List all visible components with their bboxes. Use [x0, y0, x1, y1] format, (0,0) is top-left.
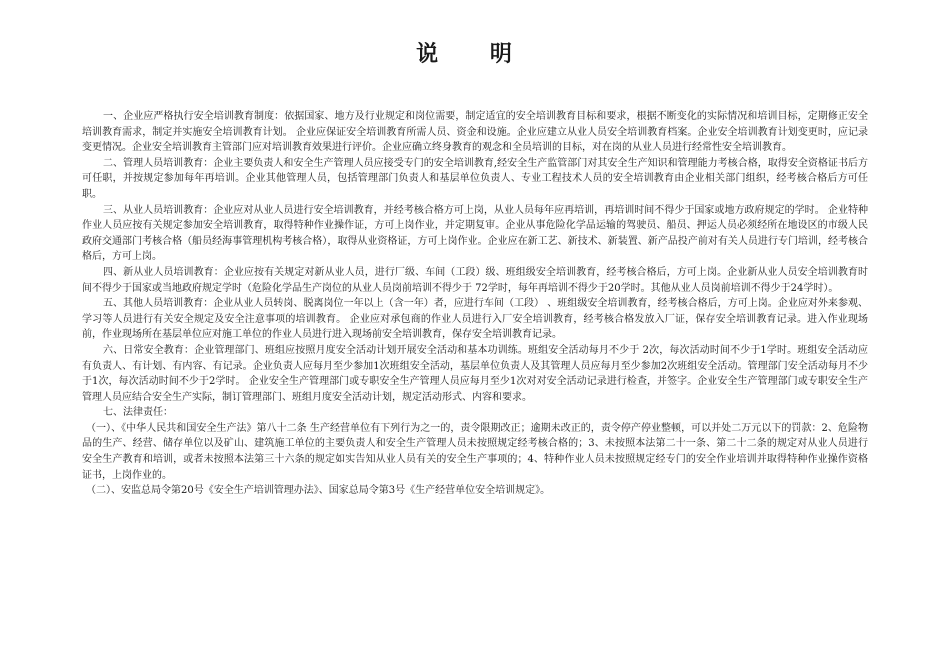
paragraph-other-personnel-training: 五、其他人员培训教育：企业从业人员转岗、脱离岗位一年以上（含一年）者，应进行车间（工段） 、班组级安全培训教育，经考核合格后，方可上岗。企业应对外来参观、学习等人员进行有关安全规定及安全注意事项的培训教育。 企业应对承包商的作业人员进行入厂安全培训教育，经考核合格发放入厂证，保存安全培训教育记录。进入作业现场前，作业现场所在基层单位应对施工单位的作业人员进行进入现场前安全培训教育，保存安全培训教育记录。: [82, 298, 868, 341]
paragraph-employee-training: 三、从业人员培训教育：企业应对从业人员进行安全培训教育，并经考核合格方可上岗，从业人员每年应再培训，再培训时间不得少于国家或地方政府规定的学时。 企业特种作业人员应按有关规定参加安全培训教育，取得特种作业操作证，方可上岗作业，并定期复审。企业从事危险化学品运输的驾驶员、船员、押运人员必须经所在地设区的市级人民政府交通部门考核合格（船员经海事管理机构考核合格），取得从业资格证，方可上岗作业。企业应在新工艺、新技术、新装置、新产品投产前对有关人员进行专门培训，经考核合格后，方可上岗。: [82, 204, 868, 263]
paragraph-daily-safety-education: 六、日常安全教育：企业管理部门、班组应按照月度安全活动计划开展安全活动和基本功训练。班组安全活动每月不少于 2次，每次活动时间不少于1学时。班组安全活动应有负责人、有计划、有内容、有记录。企业负责人应每月至少参加1次班组安全活动，基层单位负责人及其管理人员应每月至少参加2次班组安全活动。管理部门安全活动每月不少于1次，每次活动时间不少于2学时。 企业安全生产管理部门或专职安全生产管理人员应每月至少1次对对安全活动记录进行检查，并签字。企业安全生产管理部门或专职安全生产管理人员应结合安全生产实际，制订管理部门、班组月度安全活动计划，规定活动形式、内容和要求。: [82, 344, 868, 403]
document-body: [82, 109, 868, 499]
paragraph-training-system: 一、企业应严格执行安全培训教育制度：依据国家、地方及行业规定和岗位需要，制定适宜的安全培训教育目标和要求，根据不断变化的实际情况和培训目标，定期修正安全培训教育需求，制定并实施安全培训教育计划。 企业应保证安全培训教育所需人员、资金和设施。企业应建立从业人员安全培训教育档案。企业安全培训教育计划变更时，应记录变更情况。企业安全培训教育主管部门应对培训教育效果进行评价。企业应确立终身教育的观念和全员培训的目标，对在岗的从业人员进行经常性安全培训教育。: [82, 111, 868, 154]
paragraph-safety-law: （一）、《中华人民共和国安全生产法》第八十二条 生产经营单位有下列行为之一的，责令限期改正；逾期未改正的，责令停产停业整顿，可以并处二万元以下的罚款：2、危险物品的生产、经营、储存单位以及矿山、建筑施工单位的主要负责人和安全生产管理人员未按照规定经考核合格的；3、未按照本法第二十一条、第二十二条的规定对从业人员进行安全生产教育和培训，或者未按照本法第三十六条的规定如实告知从业人员有关的安全生产事项的；4、特种作业人员未按照规定经专门的安全作业培训并取得特种作业操作资格证书，上岗作业的。: [82, 422, 868, 481]
paragraph-legal-liability-heading: 七、法律责任：: [103, 407, 173, 419]
document-page: [82, 0, 868, 672]
document-title: 说 明: [416, 41, 534, 67]
paragraph-regulations: （二）、安监总局令第20号《安全生产培训管理办法》、国家总局令第3号《生产经营单位安全培训规定》。: [86, 485, 551, 497]
paragraph-new-employee-training: 四、新从业人员培训教育：企业应按有关规定对新从业人员，进行厂级、车间（工段）级、班组级安全培训教育，经考核合格后，方可上岗。企业新从业人员安全培训教育时间不得少于国家或当地政府规定学时（危险化学品生产岗位的从业人员岗前培训不得少于 72学时，每年再培训不得少于20学时。其他从业人员岗前培训不得少于24学时）。: [82, 266, 868, 294]
paragraph-management-training: 二、管理人员培训教育：企业主要负责人和安全生产管理人员应接受专门的安全培训教育,经安全生产监管部门对其安全生产知识和管理能力考核合格，取得安全资格证书后方可任职，并按规定参加每年再培训。企业其他管理人员，包括管理部门负责人和基层单位负责人、专业工程技术人员的安全培训教育由企业相关部门组织，经考核合格后方可任职。: [82, 157, 868, 200]
